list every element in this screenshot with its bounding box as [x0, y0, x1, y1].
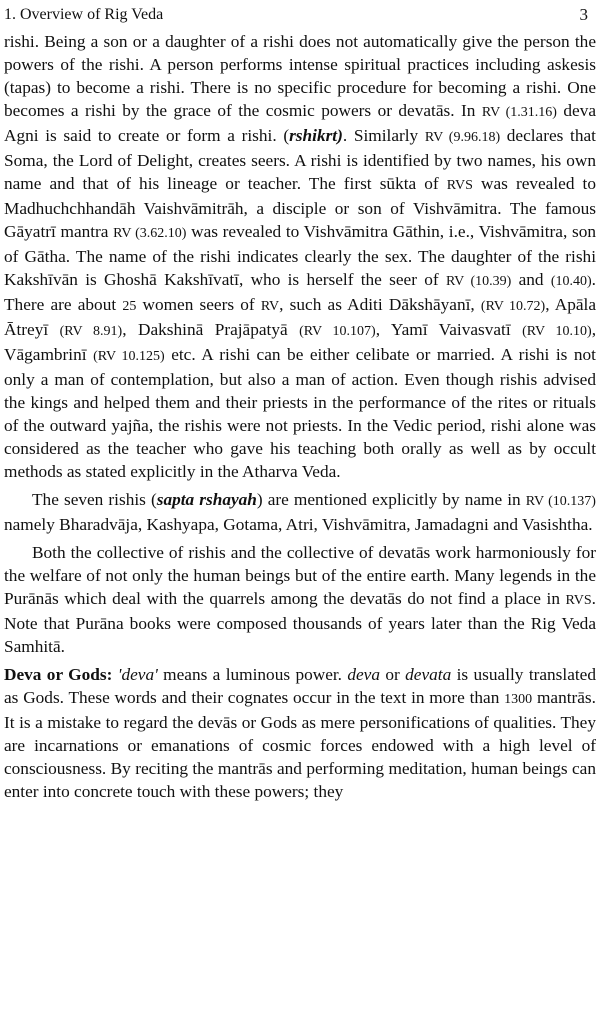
text-run: declares that Soma, the Lord of Delight, creates seers. A rishi is identified by two names, his own name and that of his lineage or teacher. The first sūkta of: [4, 126, 596, 193]
text-run: . Note that Purāna books were composed thousands of years later than the Rig Veda Samhitā.: [4, 589, 596, 656]
text-run: Deva or Gods:: [4, 665, 113, 684]
text-run: The seven rishis (: [32, 490, 157, 509]
text-run: Both the collective of rishis and the collective of devatās work harmoniously for the welfare of not only the human beings but of the entire earth. Many legends in the Purānās which deal with the quarrels among the devatās do not find a place in: [4, 543, 596, 608]
paragraph-collective-devatas: [4, 541, 596, 658]
text-run: RV (10.137): [525, 494, 596, 509]
body-text: [4, 30, 596, 803]
text-run: , Vāgambrinī: [4, 320, 597, 364]
text-run: RV: [260, 299, 280, 314]
text-run: namely Bharadvāja, Kashyapa, Gotama, Atri, Vishvāmitra, Jamadagni and Vasishtha.: [4, 515, 593, 534]
text-run: 1300: [504, 692, 533, 707]
text-run: , Yamī Vaivasvatī: [375, 320, 523, 339]
text-run: (RV 10.107): [299, 324, 376, 339]
text-run: or: [380, 665, 406, 684]
text-run: , such as Aditi Dākshāyanī,: [279, 295, 481, 314]
text-run: RVS: [446, 178, 473, 193]
text-run: deva Agni is said to create or form a rishi. (: [4, 101, 596, 145]
text-run: ) are mentioned explicitly by name in: [256, 490, 526, 509]
text-run: (10.40): [550, 274, 592, 289]
text-run: (RV 10.125): [93, 349, 165, 364]
text-run: RVS: [565, 593, 592, 608]
text-run: and: [511, 270, 551, 289]
text-run: , Apāla Ātreyī: [4, 295, 596, 339]
text-run: . There are about: [4, 270, 596, 314]
paragraph-seven-rishis: [4, 488, 596, 536]
page-number: 3: [579, 5, 588, 24]
text-run: rishi. Being a son or a daughter of a rishi does not automatically give the person the powers of the rishi. A person performs intense spiritual practices including askesis (tapas) to become a rishi. There is no specific procedure for becoming a rishi. One becomes a rishi by the grace of the cosmic powers or devatās. In: [4, 32, 596, 120]
text-run: etc. A rishi can be either celibate or married. A rishi is not only a man of contemplation, but also a man of action. Even though rishis advised the kings and helped them and their priests in the performance of the rites or rituals of the outward yajña, the rishis were not priests. In the Vedic period, rishi alone was considered as the teacher who gave his teaching both orally as well as by occult methods as stated explicitly in the Atharva Veda.: [4, 345, 596, 481]
text-run: (RV 8.91): [59, 324, 123, 339]
text-run: 'deva': [117, 665, 158, 684]
text-run: women seers of: [136, 295, 261, 314]
text-run: . Similarly: [342, 126, 425, 145]
text-run: , Dakshinā Prajāpatyā: [122, 320, 300, 339]
text-run: mantrās. It is a mistake to regard the devās or Gods as mere personifications of qualities. They are incarnations or emanations of cosmic forces endowed with a high level of consciousness. By reciting the mantrās and performing meditation, human beings can enter into concrete touch with these powers; they: [4, 688, 596, 801]
text-run: RV (10.39): [445, 274, 512, 289]
text-run: devata: [405, 665, 452, 684]
text-run: means a luminous power.: [157, 665, 348, 684]
paragraph-rishi-powers: [4, 30, 596, 483]
text-run: was revealed to Madhuchchhandāh Vaishvāmitrāh, a disciple or son of Vishvāmitra. The famous Gāyatrī mantra: [4, 174, 597, 241]
text-run: sapta rshayah: [156, 490, 257, 509]
text-run: RV (1.31.16): [481, 105, 557, 120]
text-run: (RV 10.72): [480, 299, 546, 314]
text-run: 25: [122, 299, 137, 314]
paragraph-deva-or-gods: [4, 663, 596, 803]
text-run: was revealed to Vishvāmitra Gāthin, i.e., Vishvāmitra, son of Gātha. The name of the rishi indicates clearly the sex. The daughter of the rishi Kakshīvān is Ghoshā Kakshīvatī, who is herself the seer of: [4, 222, 596, 289]
text-run: rshikrt): [289, 126, 343, 145]
text-run: deva: [347, 665, 380, 684]
text-run: (RV 10.10): [522, 324, 592, 339]
text-run: RV (3.62.10): [113, 226, 187, 241]
chapter-title: 1. Overview of Rig Veda: [4, 6, 164, 23]
text-run: RV (9.96.18): [424, 130, 501, 145]
text-run: is usually translated as Gods. These words and their cognates occur in the text in more than: [4, 665, 596, 707]
running-head: [4, 0, 596, 30]
